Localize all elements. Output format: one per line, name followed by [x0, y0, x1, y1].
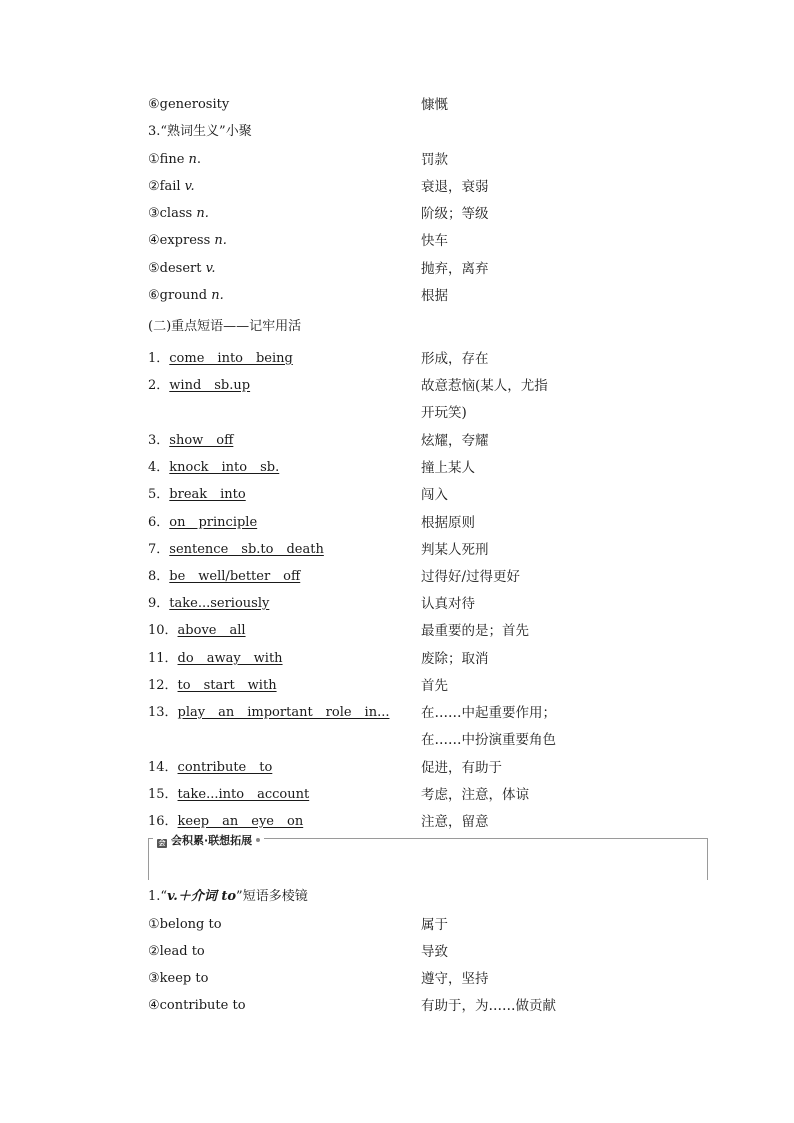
part-of-speech: v. [184, 179, 195, 194]
word-entry: ④contribute to [148, 998, 246, 1013]
word-entry [148, 233, 227, 249]
word-entry [148, 206, 209, 222]
phrase-number: 8． [148, 569, 170, 584]
word-meaning: 遵守，坚持 [421, 971, 489, 987]
phrase-entry [148, 433, 233, 449]
phrase-meaning: 考虑，注意，体谅 [421, 787, 529, 803]
phrase-text: to start with [177, 678, 277, 693]
word-meaning: 阶级；等级 [421, 206, 489, 222]
phrase-text: be well/better off [169, 569, 301, 584]
phrase-number: 10． [148, 623, 178, 638]
phrase-meaning-continued: 在……中扮演重要角色 [421, 732, 556, 748]
phrase-text: do away with [177, 651, 283, 666]
phrase-meaning: 炫耀，夸耀 [421, 433, 489, 449]
phrase-entry [148, 705, 389, 721]
phrase-number: 15． [148, 787, 178, 802]
word-entry: ①belong to [148, 917, 222, 932]
phrase-entry [148, 651, 283, 667]
phrase-meaning-continued: 开玩笑) [421, 405, 467, 421]
word-text: ③class [148, 206, 197, 221]
phrase-number: 4． [148, 460, 170, 475]
part-of-speech: n [188, 152, 197, 167]
word-text: ⑤desert [148, 261, 206, 276]
word-meaning: 快车 [421, 233, 448, 249]
word-text: ①fine [148, 152, 189, 167]
phrase-text: wind sb.up [169, 378, 251, 393]
phrase-entry [148, 623, 246, 639]
phrase-entry [148, 814, 303, 830]
section-heading: 3.“熟词生义”小聚 [148, 124, 252, 139]
word-meaning: 根据 [421, 288, 448, 304]
phrase-meaning: 首先 [421, 678, 448, 694]
phrase-number: 6． [148, 515, 170, 530]
phrase-entry [148, 569, 300, 585]
word-text: ⑥ground [148, 288, 212, 303]
word-text: ②fail [148, 179, 185, 194]
word-text: ④express [148, 233, 215, 248]
phrase-entry [148, 787, 309, 803]
phrase-text: come into being [169, 351, 293, 366]
heading-quote-open: “ [160, 889, 168, 904]
phrase-meaning: 认真对待 [421, 596, 475, 612]
extension-box-title [153, 834, 264, 848]
phrase-meaning: 闯入 [421, 487, 448, 503]
heading-bold: v.＋介词 to [167, 889, 237, 904]
phrase-entry [148, 678, 277, 694]
phrase-text: show off [169, 433, 234, 448]
phrase-entry [148, 460, 279, 476]
word-meaning: 有助于，为……做贡献 [421, 998, 556, 1014]
phrase-meaning: 形成，存在 [421, 351, 489, 367]
word-meaning: 导致 [421, 944, 448, 960]
pencil-icon: 会 [158, 839, 166, 847]
phrase-text: above all [177, 623, 246, 638]
phrase-number: 7． [148, 542, 170, 557]
phrase-text: break into [169, 487, 246, 502]
part-of-speech: n. [214, 233, 227, 248]
part-of-speech: v. [205, 261, 216, 276]
phrase-text: knock into sb. [169, 460, 280, 475]
vocab-meaning: 慷慨 [421, 97, 448, 113]
phrase-text: take...into account [177, 787, 310, 802]
heading-rest: 短语多棱镜 [242, 889, 308, 904]
phrase-text: keep an eye on [177, 814, 304, 829]
section-heading [148, 889, 308, 905]
part-of-speech: n. [196, 206, 209, 221]
phrase-text: play an important role in... [177, 705, 390, 720]
phrase-number: 13． [148, 705, 178, 720]
vocab-word: ⑥generosity [148, 97, 230, 112]
word-entry: ③keep to [148, 971, 209, 986]
heading-quote-close: ” [236, 889, 243, 904]
phrase-number: 1． [148, 351, 170, 366]
part-of-speech: n. [211, 288, 224, 303]
phrase-entry [148, 487, 246, 503]
phrase-number: 2． [148, 378, 170, 393]
phrase-number: 14． [148, 760, 178, 775]
word-meaning: 罚款 [421, 152, 448, 168]
phrase-entry [148, 351, 293, 367]
phrase-text: sentence sb.to death [169, 542, 324, 557]
phrase-text: on principle [169, 515, 258, 530]
word-entry [148, 179, 195, 195]
phrase-text: contribute to [177, 760, 273, 775]
phrase-number: 16． [148, 814, 178, 829]
word-entry [148, 288, 224, 304]
phrase-meaning: 判某人死刑 [421, 542, 489, 558]
word-meaning: 属于 [421, 917, 448, 933]
phrase-number: 9． [148, 596, 170, 611]
word-entry [148, 261, 216, 277]
heading-number: 1. [148, 889, 161, 904]
phrase-text: take...seriously [169, 596, 270, 611]
dot-icon [256, 838, 260, 842]
section-heading: (二)重点短语——记牢用活 [148, 319, 302, 334]
phrase-meaning: 最重要的是；首先 [421, 623, 529, 639]
phrase-entry [148, 378, 250, 394]
phrase-entry [148, 515, 257, 531]
phrase-meaning: 故意惹恼(某人，尤指 [421, 378, 548, 394]
phrase-number: 5． [148, 487, 170, 502]
phrase-entry [148, 760, 272, 776]
phrase-meaning: 在……中起重要作用； [421, 705, 556, 721]
word-entry [148, 152, 201, 168]
phrase-meaning: 促进，有助于 [421, 760, 502, 776]
phrase-meaning: 废除；取消 [421, 651, 489, 667]
phrase-number: 12． [148, 678, 178, 693]
extension-box-title-text: 会积累·联想拓展 [171, 834, 253, 847]
phrase-meaning: 撞上某人 [421, 460, 475, 476]
phrase-entry [148, 596, 269, 612]
phrase-number: 3． [148, 433, 170, 448]
pos-suffix: . [196, 152, 202, 167]
word-meaning: 抛弃，离弃 [421, 261, 489, 277]
phrase-entry [148, 542, 324, 558]
phrase-meaning: 注意，留意 [421, 814, 489, 830]
phrase-meaning: 过得好/过得更好 [421, 569, 521, 585]
word-meaning: 衰退，衰弱 [421, 179, 489, 195]
word-entry: ②lead to [148, 944, 205, 959]
phrase-number: 11． [148, 651, 178, 666]
phrase-meaning: 根据原则 [421, 515, 475, 531]
